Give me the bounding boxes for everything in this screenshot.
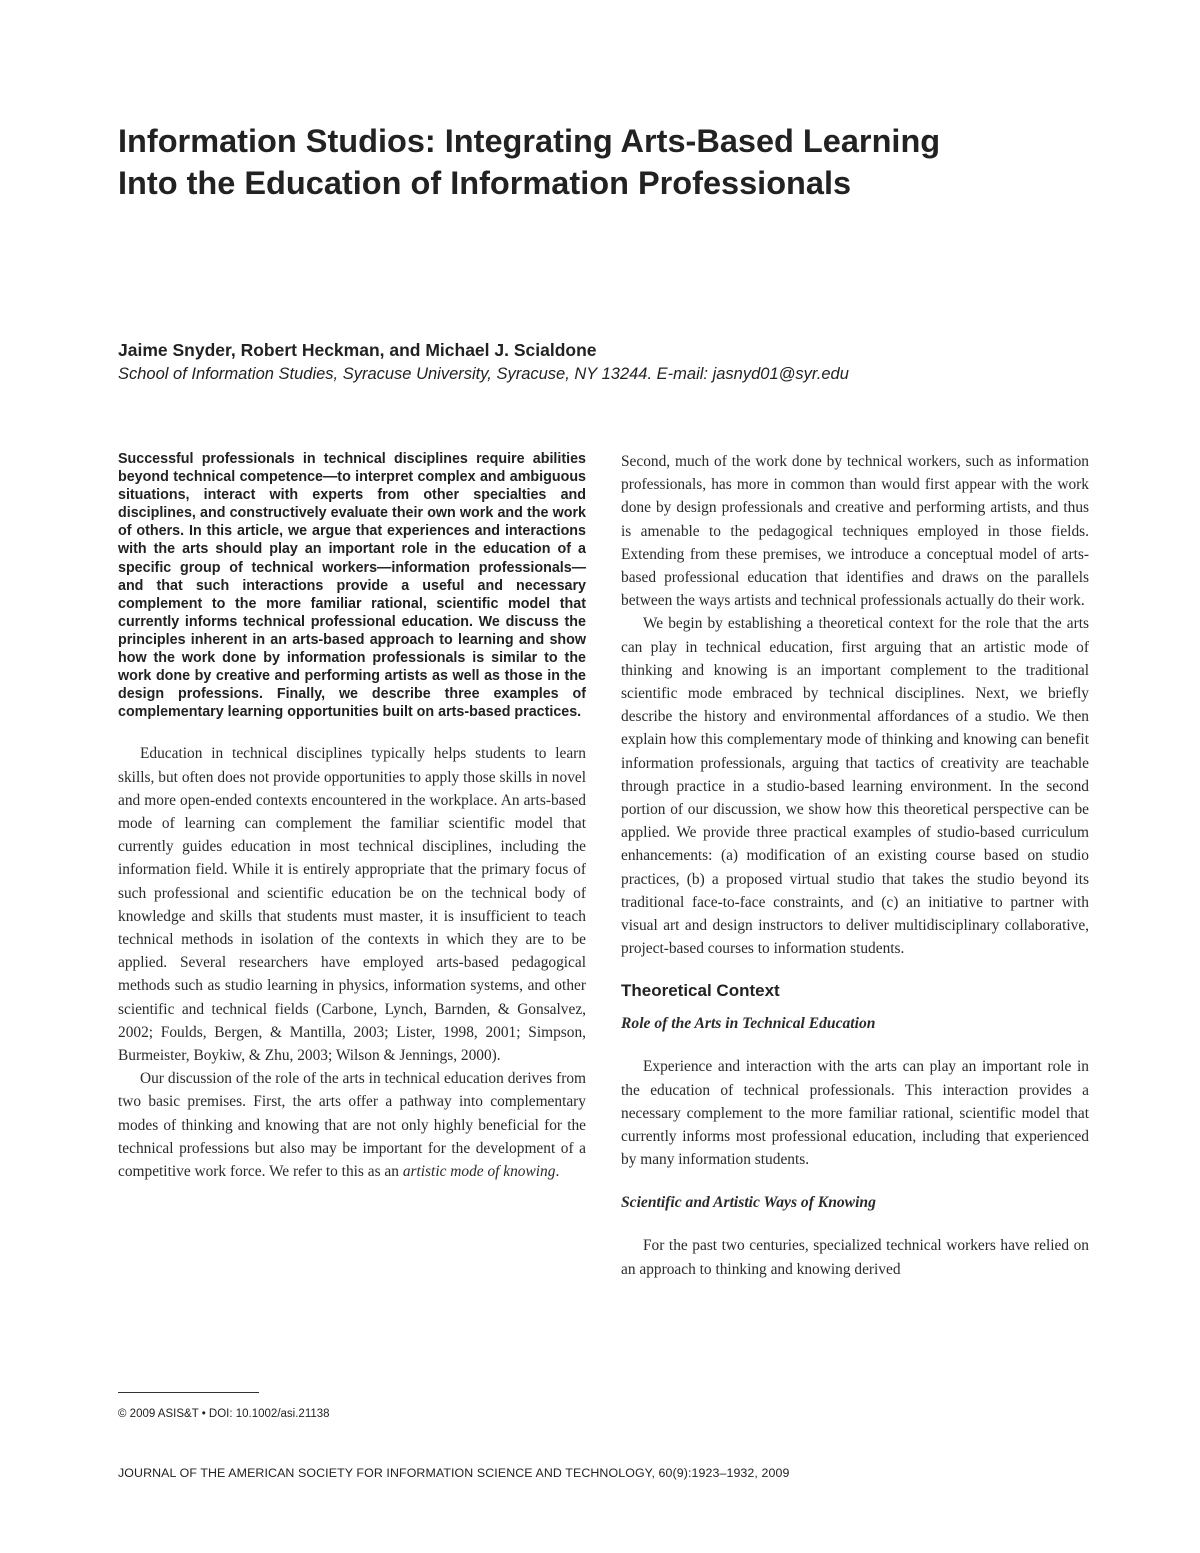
journal-running-footer: JOURNAL OF THE AMERICAN SOCIETY FOR INFORMATION SCIENCE AND TECHNOLOGY, 60(9):1923–1932, 2009: [118, 1466, 790, 1480]
theory-paragraph-2: For the past two centuries, specialized technical workers have relied on an approach to thinking and knowing derived: [621, 1237, 1089, 1278]
intro-paragraph-2-text: Our discussion of the role of the arts in technical education derives from two basic premises. First, the arts offer a pathway into complementary modes of thinking and knowing that are not only highly beneficial for the technical professions but also may be important for the development of a competitive work force. We refer to this as an: [118, 1070, 586, 1181]
intro-paragraph-3: Second, much of the work done by technical workers, such as information professionals, has more in common than would first appear with the work done by design professionals and creative and performing artists, and thus is amenable to the pedagogical techniques employed in those fields. Extending from these premises, we introduce a conceptual model of arts-based professional education that identifies and draws on the parallels between the ways artists and technical professionals actually do their work.: [621, 453, 1089, 610]
left-column: [118, 450, 586, 1183]
intro-paragraph-1: Education in technical disciplines typically helps students to learn skills, but often does not provide opportunities to apply those skills in novel and more open-ended contexts encountered in the workplace. An arts-based mode of learning can complement the familiar scientific model that currently guides education in most technical disciplines, including the information field. While it is entirely appropriate that the primary focus of such professional and scientific education be on the technical body of knowledge and skills that students must master, it is insufficient to teach technical methods in isolation of the contexts in which they are to be applied. Several researchers have employed arts-based pedagogical methods such as studio learning in physics, information systems, and other scientific and technical fields (Carbone, Lynch, Barnden, & Gonsalvez, 2002; Foulds, Bergen, & Mantilla, 2003; Lister, 1998, 2001; Simpson, Burmeister, Boykiw, & Zhu, 2003; Wilson & Jennings, 2000).: [118, 745, 586, 1065]
title-line-1: Information Studios: Integrating Arts-Based Learning: [118, 123, 941, 159]
subsection-heading-ways-of-knowing: Scientific and Artistic Ways of Knowing: [621, 1194, 876, 1212]
intro-paragraph-2-end: .: [555, 1163, 560, 1181]
title-line-2: Into the Education of Information Professionals: [118, 165, 852, 201]
author-affiliation: School of Information Studies, Syracuse University, Syracuse, NY 13244. E-mail: jasnyd01@syr.edu: [118, 365, 849, 383]
footnote-divider: [118, 1392, 259, 1393]
intro-paragraph-2-emphasis: artistic mode of knowing: [402, 1163, 556, 1181]
intro-paragraph-2: [118, 1067, 586, 1183]
section-heading-theoretical-context: Theoretical Context: [621, 981, 780, 1001]
subsection-heading-role-of-arts: Role of the Arts in Technical Education: [621, 1015, 876, 1033]
theory-paragraph-1: Experience and interaction with the arts can play an important role in the education of technical professionals. This interaction provides a necessary complement to the more familiar rational, scientific model that currently informs most professional education, including that experienced by many information students.: [621, 1058, 1089, 1169]
author-list: Jaime Snyder, Robert Heckman, and Michael J. Scialdone: [118, 340, 597, 360]
abstract: Successful professionals in technical disciplines require abilities beyond technical competence—to interpret complex and ambiguous situations, interact with experts from other specialties and disciplines, and constructively evaluate their own work and the work of others. In this article, we argue that experiences and interactions with the arts should play an important role in the education of a specific group of technical workers—information professionals—and that such interactions provide a useful and necessary complement to the more familiar rational, scientific model that currently informs technical professional education. We discuss the principles inherent in an arts-based approach to learning and show how the work done by information professionals is similar to the work done by creative and performing artists as well as those in the design professions. Finally, we describe three examples of complementary learning opportunities built on arts-based practices.: [118, 451, 586, 721]
article-title: [118, 120, 1078, 204]
intro-paragraph-4: We begin by establishing a theoretical context for the role that the arts can play in technical education, first arguing that an artistic mode of thinking and knowing is an important complement to the traditional scientific mode embraced by technical disciplines. Next, we briefly describe the history and environmental affordances of a studio. We then explain how this complementary mode of thinking and knowing can benefit information professionals, arguing that tactics of creativity are teachable through practice in a studio-based learning environment. In the second portion of our discussion, we show how this theoretical perspective can be applied. We provide three practical examples of studio-based curriculum enhancements: (a) modification of an existing course based on studio practices, (b) a proposed virtual studio that takes the studio beyond its traditional face-to-face constraints, and (c) an initiative to partner with visual art and design instructors to deliver multidisciplinary collaborative, project-based courses to information students.: [621, 615, 1089, 958]
right-column: [621, 450, 1089, 1281]
copyright-doi-footnote: © 2009 ASIS&T • DOI: 10.1002/asi.21138: [118, 1408, 330, 1420]
